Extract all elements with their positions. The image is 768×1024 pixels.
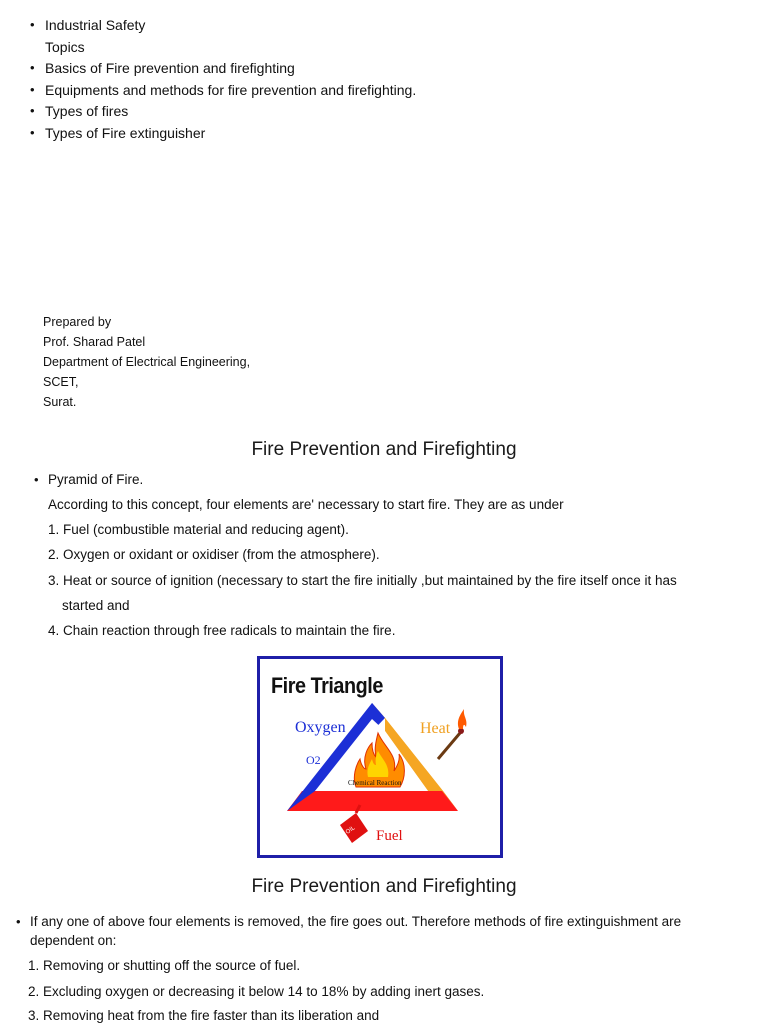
bullet: •	[30, 103, 35, 118]
fire-triangle-figure	[257, 656, 503, 858]
fire-triangle-diagram	[260, 659, 500, 855]
numbered-item-continuation: started and	[62, 598, 130, 613]
numbered-item: 2. Excluding oxygen or decreasing it below 14 to 18% by adding inert gases.	[28, 984, 485, 999]
author-line: Prepared by	[43, 315, 112, 329]
match-flame-icon	[458, 709, 467, 729]
o2-label: O2	[306, 753, 321, 767]
figure-title: Fire Triangle	[271, 673, 383, 698]
bullet: •	[30, 82, 35, 97]
topic-item: Types of fires	[45, 103, 129, 119]
numbered-item: 2. Oxygen or oxidant or oxidiser (from the atmosphere).	[48, 547, 380, 562]
bullet-text-continuation: dependent on:	[30, 933, 117, 948]
fuel-side	[287, 791, 458, 811]
author-line: Surat.	[43, 395, 77, 409]
bullet: •	[30, 125, 35, 140]
oxygen-label: Oxygen	[295, 719, 346, 736]
author-line: Prof. Sharad Patel	[43, 335, 146, 349]
section-title: Fire Prevention and Firefighting	[251, 876, 517, 897]
numbered-item: 4. Chain reaction through free radicals to maintain the fire.	[48, 623, 396, 638]
numbered-item: 1. Fuel (combustible material and reducing agent).	[48, 522, 349, 537]
fuel-label: Fuel	[376, 828, 403, 844]
numbered-item: 1. Removing or shutting off the source of fuel.	[28, 958, 301, 973]
numbered-item: 3. Removing heat from the fire faster than its liberation and	[28, 1008, 380, 1023]
chemical-reaction-label: Chemical Reaction	[348, 779, 402, 787]
author-line: Department of Electrical Engineering,	[43, 355, 251, 369]
heat-label: Heat	[420, 720, 451, 737]
bullet: •	[30, 17, 35, 32]
author-line: SCET,	[43, 375, 79, 389]
topic-item: Basics of Fire prevention and firefighting	[45, 60, 295, 76]
intro-text: According to this concept, four elements are' necessary to start fire. They are as under	[48, 497, 564, 512]
oil-label: OIL	[345, 825, 357, 836]
topic-item: Types of Fire extinguisher	[45, 125, 206, 141]
section-title: Fire Prevention and Firefighting	[251, 439, 517, 460]
bullet-text: Pyramid of Fire.	[48, 472, 144, 487]
numbered-item: 3. Heat or source of ignition (necessary to start the fire initially ,but maintained by the fire itself once it has	[48, 573, 677, 588]
topic-item: Industrial Safety	[45, 17, 146, 33]
bullet: •	[30, 60, 35, 75]
topic-item-continuation: Topics	[45, 39, 85, 55]
bullet: •	[16, 914, 21, 929]
topic-item: Equipments and methods for fire prevention and firefighting.	[45, 82, 417, 98]
bullet: •	[34, 472, 39, 487]
bullet-text: If any one of above four elements is removed, the fire goes out. Therefore methods of fire extinguishment are	[30, 914, 682, 929]
